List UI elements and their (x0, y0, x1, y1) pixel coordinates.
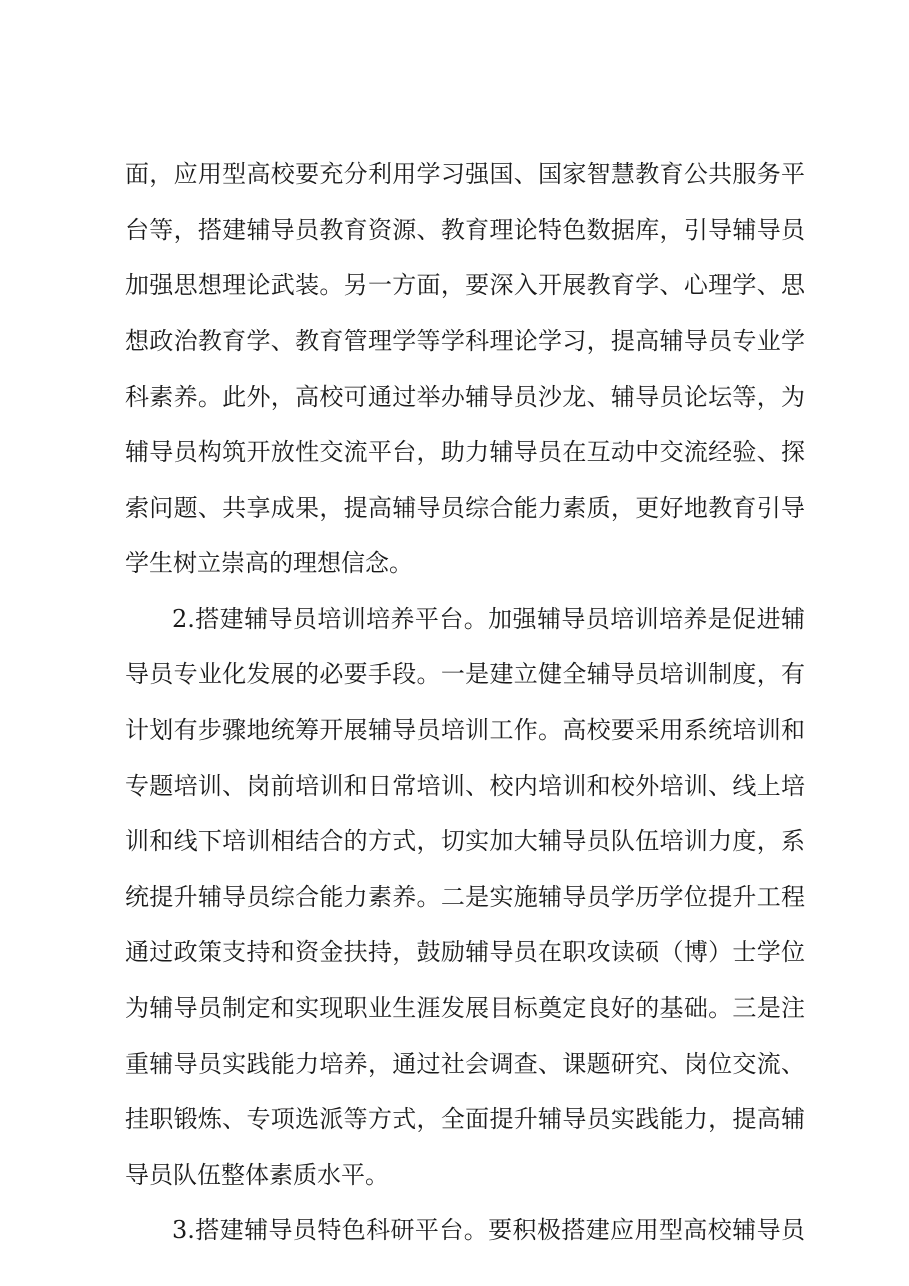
text-line: 科素养。此外，高校可通过举办辅导员沙龙、辅导员论坛等，为 (125, 383, 805, 411)
text-line: 2.搭建辅导员培训培养平台。加强辅导员培训培养是促进辅 (172, 605, 805, 633)
text-line: 导员专业化发展的必要手段。一是建立健全辅导员培训制度，有 (125, 660, 805, 688)
text-line: 挂职锻炼、专项选派等方式，全面提升辅导员实践能力，提高辅 (125, 1105, 805, 1133)
text-line: 导员队伍整体素质水平。 (125, 1161, 389, 1189)
text-line: 专题培训、岗前培训和日常培训、校内培训和校外培训、线上培 (125, 772, 805, 800)
text-line: 想政治教育学、教育管理学等学科理论学习，提高辅导员专业学 (125, 327, 805, 355)
text-line: 3.搭建辅导员特色科研平台。要积极搭建应用型高校辅导员 (172, 1216, 805, 1244)
text-line: 重辅导员实践能力培养，通过社会调查、课题研究、岗位交流、 (125, 1050, 805, 1078)
text-line: 面，应用型高校要充分利用学习强国、国家智慧教育公共服务平 (125, 160, 805, 188)
text-line: 统提升辅导员综合能力素养。二是实施辅导员学历学位提升工程 (125, 883, 805, 911)
text-line: 索问题、共享成果，提高辅导员综合能力素质，更好地教育引导 (125, 494, 805, 522)
text-line: 加强思想理论武装。另一方面，要深入开展教育学、心理学、思 (125, 271, 805, 299)
text-line: 台等，搭建辅导员教育资源、教育理论特色数据库，引导辅导员 (125, 216, 805, 244)
text-line: 辅导员构筑开放性交流平台，助力辅导员在互动中交流经验、探 (125, 438, 805, 466)
text-line: 通过政策支持和资金扶持，鼓励辅导员在职攻读硕（博）士学位 (125, 938, 805, 966)
text-line: 训和线下培训相结合的方式，切实加大辅导员队伍培训力度，系 (125, 827, 805, 855)
text-line: 计划有步骤地统筹开展辅导员培训工作。高校要采用系统培训和 (125, 716, 805, 744)
text-line: 学生树立崇高的理想信念。 (125, 549, 413, 577)
text-line: 为辅导员制定和实现职业生涯发展目标奠定良好的基础。三是注 (125, 994, 805, 1022)
